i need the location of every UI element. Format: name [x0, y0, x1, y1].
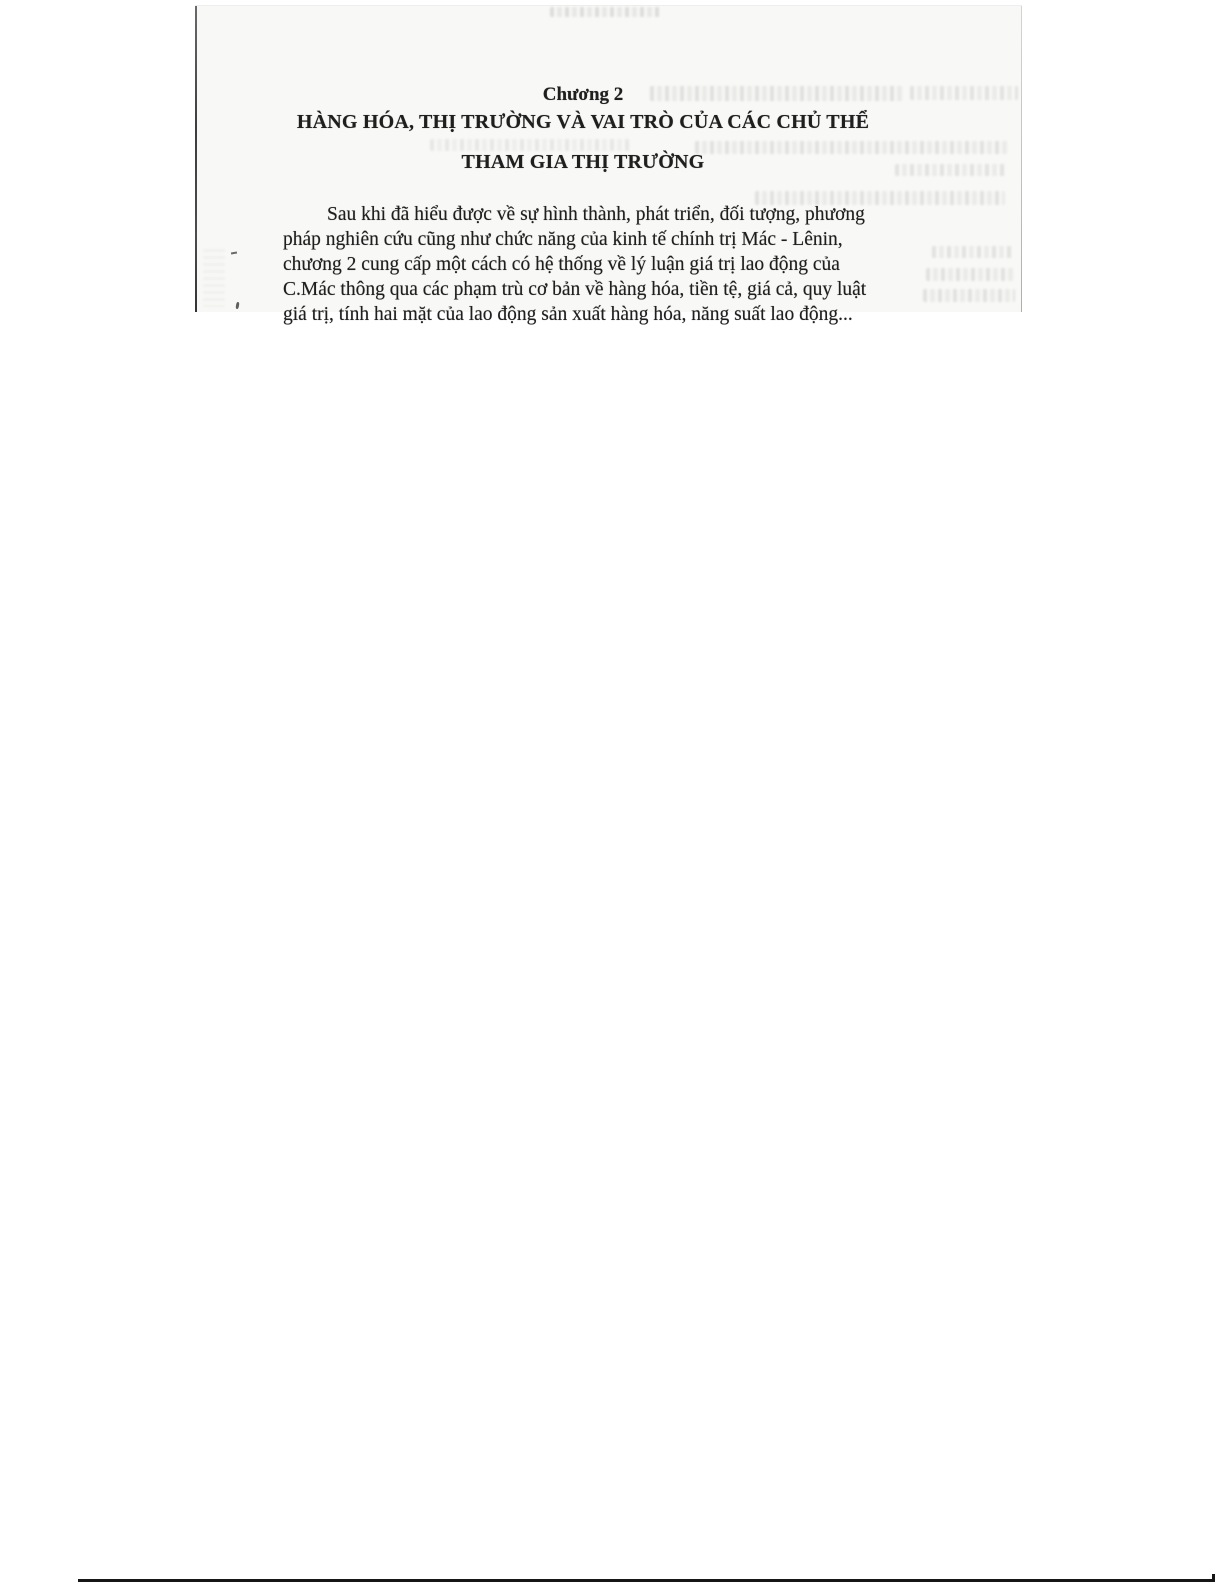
paragraph-line: giá trị, tính hai mặt của lao động sản xuất hàng hóa, năng suất lao động...	[283, 304, 853, 325]
bleed-through-smudge	[430, 139, 630, 151]
page-bottom-rule	[78, 1579, 1215, 1582]
bleed-through-smudge	[923, 289, 1015, 302]
book-title-line-2: THAM GIA THỊ TRƯỜNG	[461, 151, 705, 173]
bleed-through-smudge	[550, 7, 662, 17]
paragraph-line: pháp nghiên cứu cũng như chức năng của kinh tế chính trị Mác - Lênin,	[283, 229, 843, 250]
scan-left-edge	[195, 6, 197, 312]
ink-speck	[231, 251, 237, 254]
bottom-rule-end-tick	[1212, 1574, 1215, 1582]
bleed-through-smudge	[203, 249, 225, 307]
scan-right-edge	[1021, 6, 1022, 312]
chapter-heading: Chương 2	[542, 84, 624, 105]
paragraph-line: chương 2 cung cấp một cách có hệ thống về lý luận giá trị lao động của	[283, 254, 840, 275]
paragraph-line: C.Mác thông qua các phạm trù cơ bản về hàng hóa, tiền tệ, giá cả, quy luật	[283, 279, 867, 300]
bleed-through-smudge	[895, 164, 1007, 176]
bleed-through-smudge	[926, 268, 1016, 281]
scanned-page	[195, 5, 1022, 325]
paragraph-line: Sau khi đã hiểu được về sự hình thành, phát triển, đối tượng, phương	[327, 204, 865, 225]
book-title-line-1: HÀNG HÓA, THỊ TRƯỜNG VÀ VAI TRÒ CỦA CÁC CHỦ THỂ	[296, 111, 870, 133]
bleed-through-smudge	[910, 86, 1018, 100]
bleed-through-smudge	[932, 246, 1014, 258]
ink-speck	[235, 302, 239, 309]
